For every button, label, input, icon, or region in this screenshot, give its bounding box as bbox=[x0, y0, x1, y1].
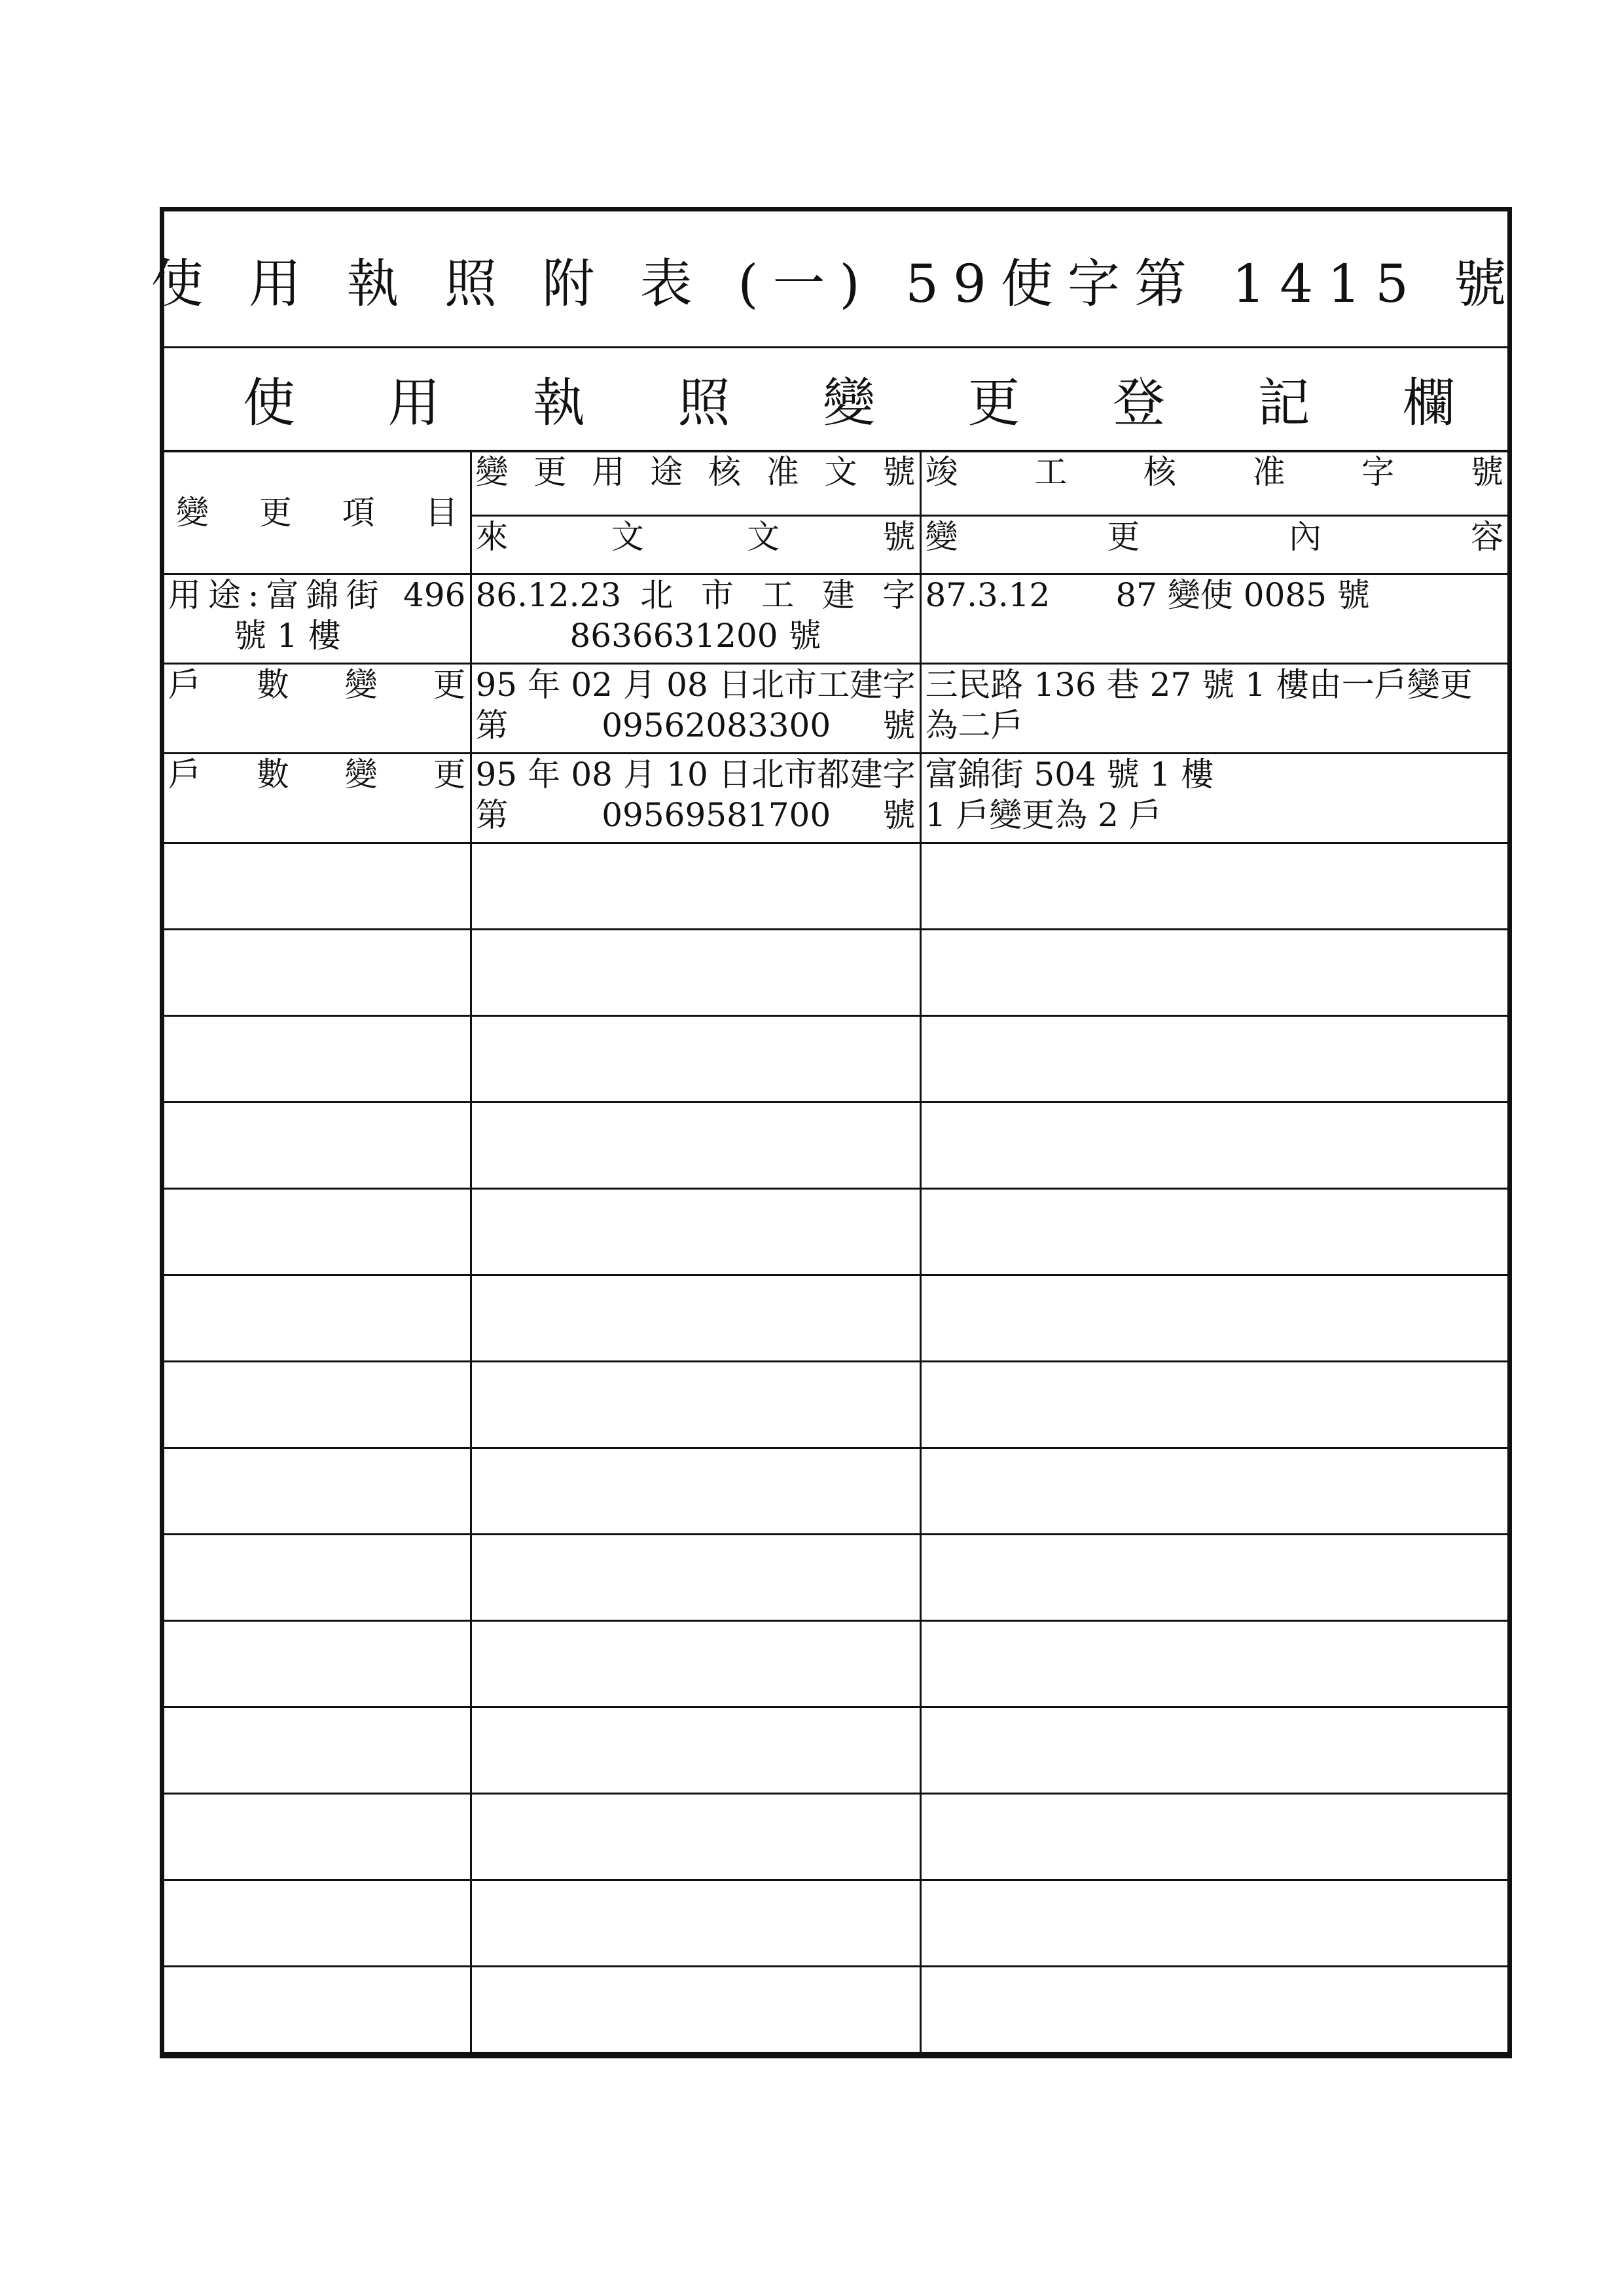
doc-cell bbox=[471, 930, 920, 1016]
register-heading-char: 照 bbox=[677, 372, 730, 433]
doc-cell bbox=[471, 754, 920, 843]
empty-row bbox=[164, 1016, 1507, 1102]
item-line: 用途:富錦街 496 bbox=[168, 576, 466, 614]
doc-cell bbox=[471, 1880, 920, 1967]
content-line: 1 戶變更為 2 戶 bbox=[925, 796, 1162, 834]
item-cell bbox=[164, 1794, 471, 1880]
content-cell bbox=[920, 1362, 1507, 1448]
doc-cell bbox=[471, 1535, 920, 1621]
header-incoming-doc-no: 來文文號 bbox=[471, 516, 920, 574]
register-heading-char: 用 bbox=[387, 372, 440, 433]
doc-cell bbox=[471, 664, 920, 754]
license-form bbox=[151, 207, 1521, 2058]
header-row bbox=[164, 451, 1507, 516]
register-heading-char: 執 bbox=[533, 372, 585, 433]
content-cell bbox=[920, 843, 1507, 930]
empty-row bbox=[164, 1189, 1507, 1275]
empty-row bbox=[164, 1707, 1507, 1794]
doc-cell bbox=[471, 1016, 920, 1102]
item-cell bbox=[164, 1016, 471, 1102]
doc-line: 95 年 02 月 08 日北市工建字 bbox=[475, 666, 916, 704]
empty-row bbox=[164, 1880, 1507, 1967]
content-cell bbox=[920, 1189, 1507, 1275]
register-heading-char: 記 bbox=[1257, 372, 1310, 433]
header-item: 變 更 項 目 bbox=[164, 451, 471, 574]
empty-row bbox=[164, 1362, 1507, 1448]
item-cell bbox=[164, 1967, 471, 2053]
item-cell bbox=[164, 1362, 471, 1448]
page-title: 使 用 執 照 附 表 (一) 59使字第 1415 號 bbox=[151, 253, 1521, 314]
register-heading-char: 欄 bbox=[1403, 372, 1455, 433]
content-line: 富錦街 504 號 1 樓 bbox=[925, 756, 1214, 793]
doc-line: 第 09569581700 號 bbox=[475, 796, 916, 834]
empty-row bbox=[164, 1102, 1507, 1189]
header-completion-no: 竣工核准字號 bbox=[920, 451, 1507, 516]
doc-line: 8636631200 號 bbox=[569, 617, 821, 655]
item-cell bbox=[164, 1275, 471, 1362]
doc-cell bbox=[471, 574, 920, 664]
item-cell bbox=[164, 1707, 471, 1794]
doc-line: 95 年 08 月 10 日北市都建字 bbox=[475, 756, 916, 793]
content-cell bbox=[920, 1102, 1507, 1189]
register-heading-row bbox=[164, 346, 1507, 452]
doc-cell bbox=[471, 1621, 920, 1707]
doc-cell bbox=[471, 1362, 920, 1448]
content-cell bbox=[920, 1535, 1507, 1621]
content-line: 為二戶 bbox=[925, 706, 1024, 744]
header-approval-no: 變更用途核准文號 bbox=[471, 451, 920, 516]
empty-row bbox=[164, 1794, 1507, 1880]
register-heading-char: 登 bbox=[1113, 372, 1165, 433]
item-cell bbox=[164, 1621, 471, 1707]
table-row bbox=[164, 574, 1507, 664]
empty-row bbox=[164, 1275, 1507, 1362]
item-cell bbox=[164, 1880, 471, 1967]
register-heading-char: 使 bbox=[243, 372, 295, 433]
content-line: 三民路 136 巷 27 號 1 樓由一戶變更 bbox=[925, 666, 1473, 704]
empty-row bbox=[164, 1448, 1507, 1535]
item-cell bbox=[164, 1448, 471, 1535]
register-heading-char: 變 bbox=[823, 372, 875, 433]
empty-row bbox=[164, 930, 1507, 1016]
item-line: 戶 數 變 更 bbox=[168, 756, 466, 793]
content-cell bbox=[920, 1621, 1507, 1707]
content-cell bbox=[920, 1448, 1507, 1535]
doc-line: 86.12.23 北 市 工 建 字 bbox=[475, 576, 916, 614]
item-cell bbox=[164, 1189, 471, 1275]
empty-row bbox=[164, 1621, 1507, 1707]
content-cell bbox=[920, 574, 1507, 664]
register-table bbox=[164, 450, 1507, 2054]
content-cell bbox=[920, 1967, 1507, 2053]
item-cell bbox=[164, 1102, 471, 1189]
content-cell bbox=[920, 1707, 1507, 1794]
item-cell bbox=[164, 930, 471, 1016]
content-cell bbox=[920, 1275, 1507, 1362]
content-cell bbox=[920, 1794, 1507, 1880]
empty-row bbox=[164, 1535, 1507, 1621]
doc-cell bbox=[471, 1967, 920, 2053]
doc-cell bbox=[471, 1275, 920, 1362]
doc-cell bbox=[471, 1189, 920, 1275]
item-line: 戶 數 變 更 bbox=[168, 666, 466, 704]
header-change-content: 變更內容 bbox=[920, 516, 1507, 574]
item-cell bbox=[164, 574, 471, 664]
doc-cell bbox=[471, 1707, 920, 1794]
doc-cell bbox=[471, 1794, 920, 1880]
content-line: 87.3.12 87 變使 0085 號 bbox=[925, 576, 1370, 614]
item-cell bbox=[164, 664, 471, 754]
doc-cell bbox=[471, 1448, 920, 1535]
doc-line: 第 09562083300 號 bbox=[475, 706, 916, 744]
title-row bbox=[151, 211, 1521, 348]
item-cell bbox=[164, 843, 471, 930]
item-cell bbox=[164, 754, 471, 843]
empty-row bbox=[164, 1967, 1507, 2053]
doc-cell bbox=[471, 843, 920, 930]
item-cell bbox=[164, 1535, 471, 1621]
content-cell bbox=[920, 930, 1507, 1016]
content-cell bbox=[920, 1880, 1507, 1967]
register-heading bbox=[164, 361, 1507, 436]
table-row bbox=[164, 664, 1507, 754]
content-cell bbox=[920, 1016, 1507, 1102]
content-cell bbox=[920, 664, 1507, 754]
register-heading-char: 更 bbox=[967, 372, 1020, 433]
table-row bbox=[164, 754, 1507, 843]
content-cell bbox=[920, 754, 1507, 843]
empty-row bbox=[164, 843, 1507, 930]
item-line: 號 1 樓 bbox=[234, 617, 341, 655]
doc-cell bbox=[471, 1102, 920, 1189]
